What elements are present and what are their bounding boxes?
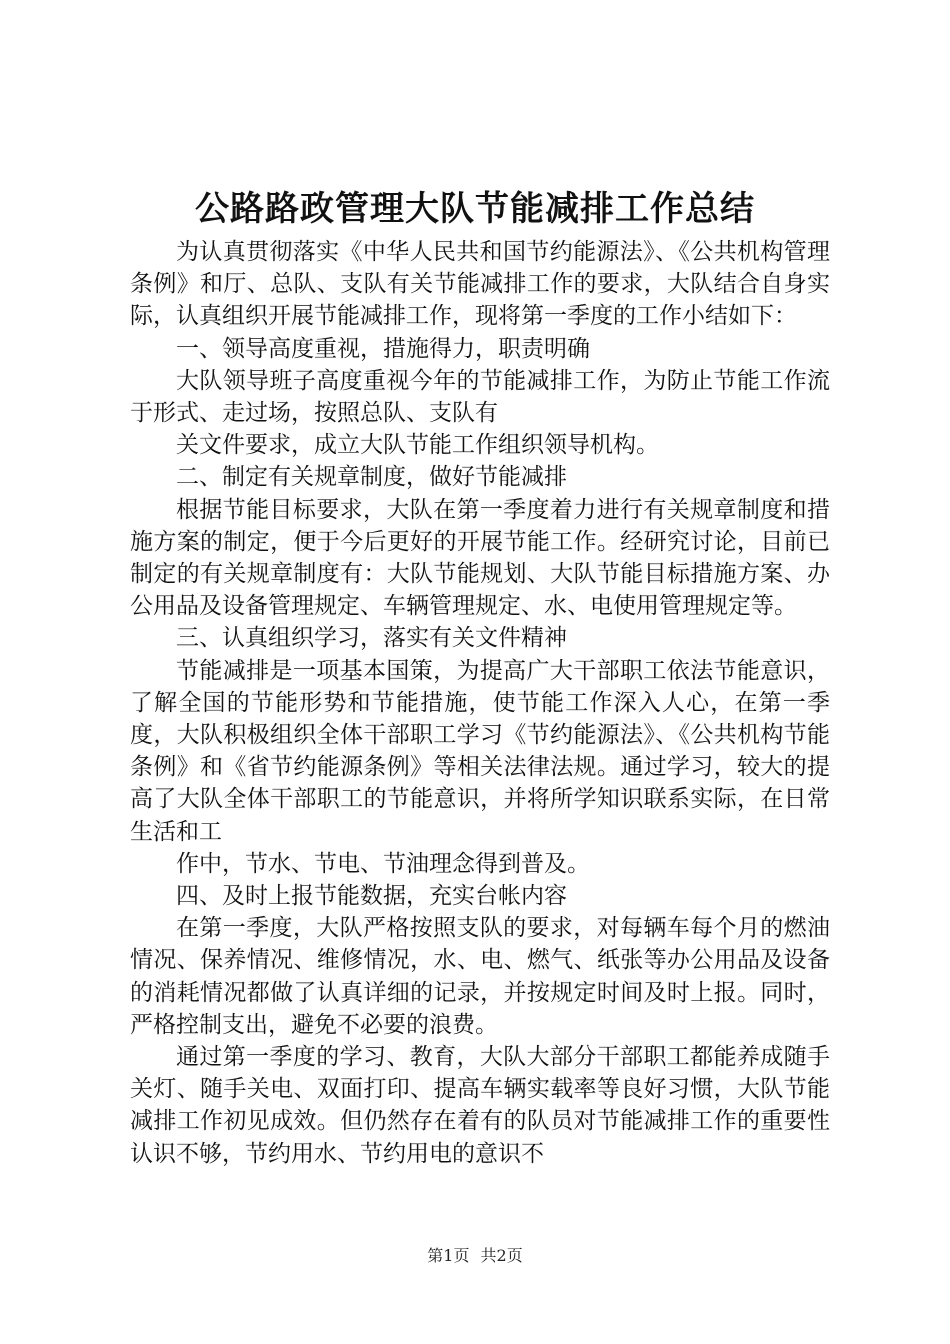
paragraph-section-3: 节能减排是一项基本国策，为提高广大干部职工依法节能意识，了解全国的节能形势和节能措施，使节能工作深入人心，在第一季度，大队积极组织全体干部职工学习《节约能源法》、《公共机构节能条例》和《省节约能源条例》等相关法律法规。通过学习，较大的提高了大队全体干部职工的节能意识，并将所学知识联系实际，在日常生活和工 (130, 657, 830, 845)
paragraph-section-1: 大队领导班子高度重视今年的节能减排工作，为防止节能工作流于形式、走过场，按照总队、支队有 (130, 367, 830, 427)
document-body (130, 236, 830, 1170)
paragraph-intro: 为认真贯彻落实《中华人民共和国节约能源法》、《公共机构管理条例》和厅、总队、支队有关节能减排工作的要求，大队结合自身实际，认真组织开展节能减排工作，现将第一季度的工作小结如下： (130, 239, 830, 330)
section-heading-1: 一、领导高度重视，措施得力，职责明确 (176, 335, 590, 362)
paragraph-section-2: 根据节能目标要求，大队在第一季度着力进行有关规章制度和措施方案的制定，便于今后更好的开展节能工作。经研究讨论，目前已制定的有关规章制度有：大队节能规划、大队节能目标措施方案、办公用品及设备管理规定、车辆管理规定、水、电使用管理规定等。 (130, 496, 830, 620)
paragraph-section-1-continued: 关文件要求，成立大队节能工作组织领导机构。 (176, 432, 659, 459)
paragraph-conclusion: 通过第一季度的学习、教育，大队大部分干部职工都能养成随手关灯、随手关电、双面打印、提高车辆实载率等良好习惯，大队节能减排工作初见成效。但仍然存在着有的队员对节能减排工作的重要性认识不够，节约用水、节约用电的意识不 (130, 1044, 830, 1167)
paragraph-section-4: 在第一季度，大队严格按照支队的要求，对每辆车每个月的燃油情况、保养情况、维修情况，水、电、燃气、纸张等办公用品及设备的消耗情况都做了认真详细的记录，并按规定时间及时上报。同时，严格控制支出，避免不必要的浪费。 (130, 915, 830, 1038)
section-heading-2: 二、制定有关规章制度，做好节能减排 (176, 464, 567, 491)
page-number-footer: 第1页 共2页 (427, 1246, 523, 1265)
paragraph-section-3-continued: 作中，节水、节电、节油理念得到普及。 (176, 850, 590, 877)
section-heading-3: 三、认真组织学习，落实有关文件精神 (176, 625, 567, 652)
section-heading-4: 四、及时上报节能数据，充实台帐内容 (176, 883, 567, 910)
document-title: 公路路政管理大队节能减排工作总结 (195, 189, 755, 229)
